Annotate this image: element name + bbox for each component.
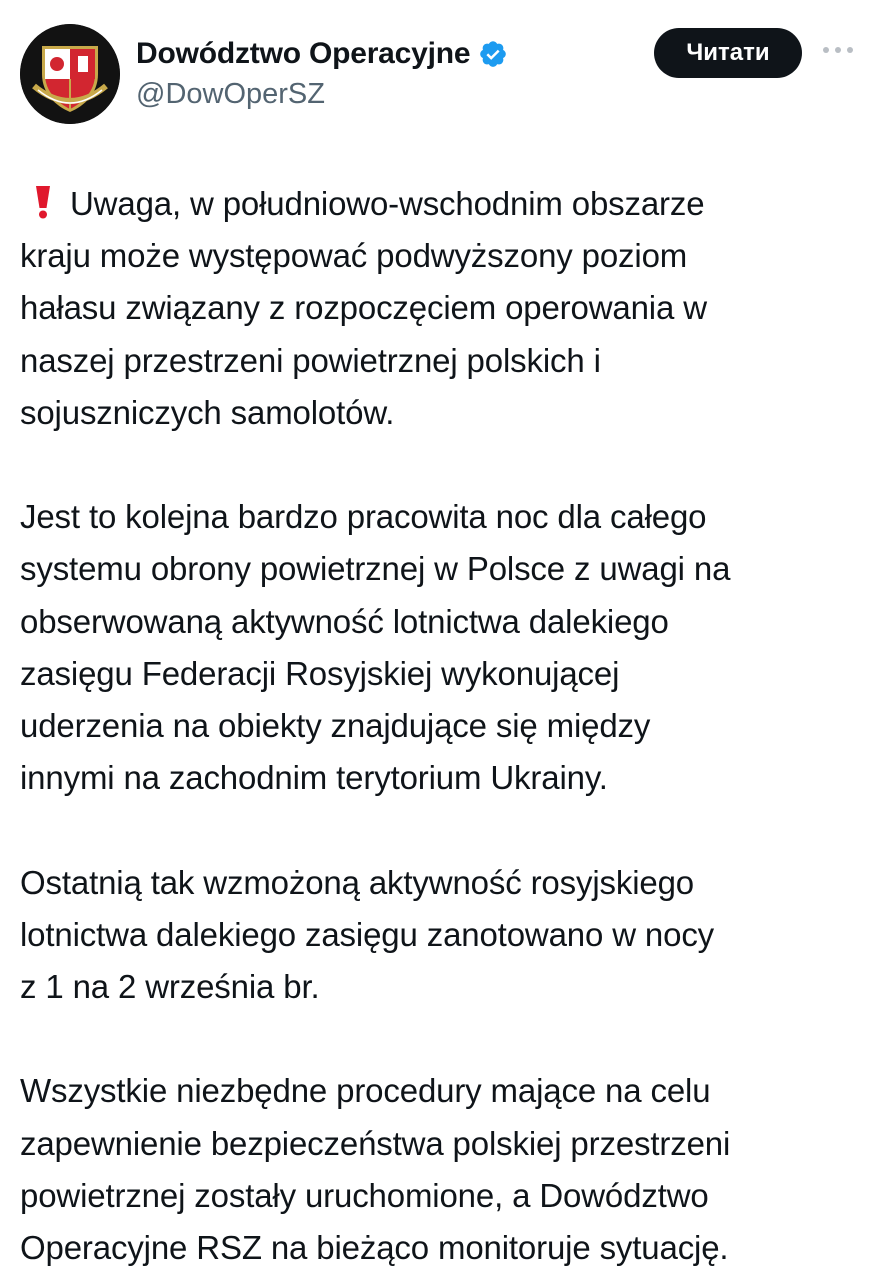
account-names (136, 34, 508, 111)
tweet-paragraph-3: Ostatnią tak wzmożoną aktywność rosyjskiego lotnictwa dalekiego zasięgu zanotowano w nocy z 1 na 2 września br. (20, 863, 715, 1006)
tweet-paragraph-2: Jest to kolejna bardzo pracowita noc dla całego systemu obrony powietrznej w Polsce z uwagi na obserwowaną aktywność lotnictwa dalekiego zasięgu Federacji Rosyjskiej wykonującej uderzenia na obiekty znajdujące się między innymi na zachodnim terytorium Ukrainy. (20, 498, 731, 797)
tweet-paragraph-1 (20, 178, 860, 439)
more-dots-icon[interactable] (820, 38, 856, 62)
avatar[interactable] (20, 24, 120, 124)
tweet-paragraph-1-text: Uwaga, w południowo-wschodnim obszarze kraju może występować podwyższony poziom hałasu związany z rozpoczęciem operowania w naszej przestrzeni powietrznej polskich i sojuszniczych samolotów. (20, 185, 707, 431)
tweet-text (20, 178, 860, 1280)
display-name-row (136, 34, 508, 74)
follow-button[interactable]: Читати (654, 28, 802, 78)
tweet-paragraph-4: Wszystkie niezbędne procedury mające na celu zapewnienie bezpieczeństwa polskiej przestrzeni powietrznej zostały uruchomione, a Dowództwo Operacyjne RSZ na bieżąco monitoruje sytuację. (20, 1072, 731, 1267)
military-shield-emblem-icon (20, 24, 120, 124)
verified-badge-icon (478, 39, 508, 69)
red-exclamation-icon (32, 185, 54, 219)
display-name[interactable]: Dowództwo Operacyjne (136, 37, 471, 70)
handle[interactable]: @DowOperSZ (136, 78, 325, 110)
tweet-header (20, 24, 855, 124)
